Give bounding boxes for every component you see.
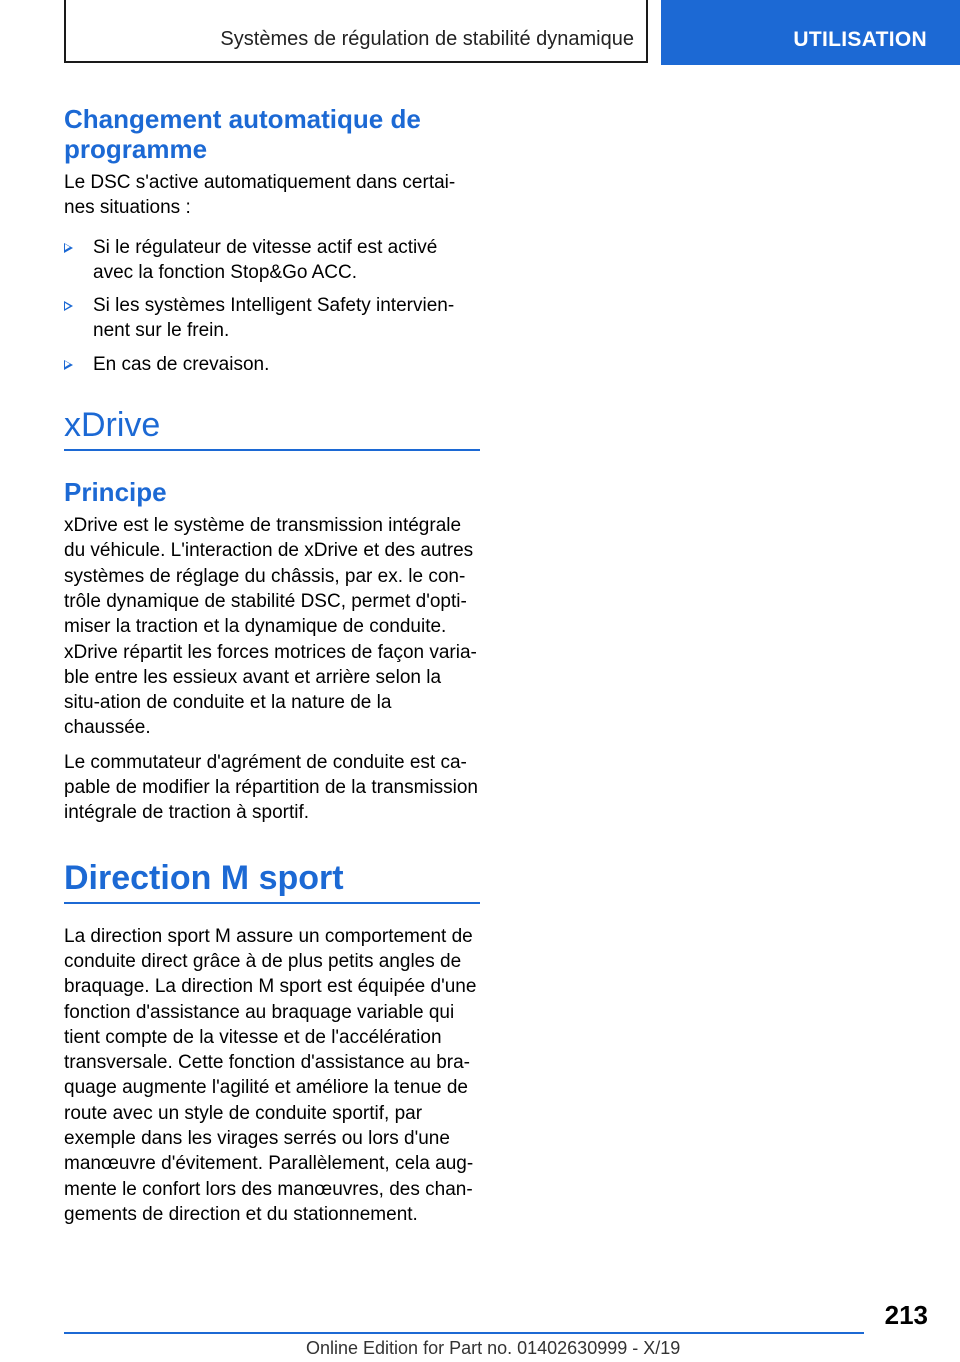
msport-paragraph: La direction sport M assure un comportement de conduite direct grâce à de plus petits angles de braquage. La direction M sport est équipée d'une fonction d'assistance au braquage variable qui tient compte de la vitesse et de l'accélération transversale. Cette fonction d'assistance au bra-quage augmente l'agilité et améliore la tenue de route avec un style de conduite sportif, par exemple dans les virages serrés ou lors d'une manœuvre d'évitement. Parallèlement, cela aug-mente le confort lors des manœuvres, des chan-gements de direction et du stationnement. bbox=[64, 925, 477, 1225]
list-item-text: Si les systèmes Intelligent Safety intervien-nent sur le frein. bbox=[93, 295, 455, 342]
list-item bbox=[64, 235, 480, 286]
content-column bbox=[64, 104, 480, 1236]
header-frame bbox=[64, 0, 648, 63]
triangle-bullet-icon bbox=[64, 360, 73, 370]
chapter-tab-label: UTILISATION bbox=[793, 28, 927, 51]
list-item-text: En cas de crevaison. bbox=[93, 353, 270, 375]
heading-direction-m-sport: Direction M sport bbox=[64, 858, 480, 904]
triangle-bullet-icon bbox=[64, 301, 73, 311]
chapter-tab[interactable] bbox=[661, 0, 960, 65]
list-item bbox=[64, 352, 480, 377]
xdrive-paragraph-1: xDrive est le système de transmission intégrale du véhicule. L'interaction de xDrive et des autres systèmes de réglage du châssis, par ex. le con-trôle dynamique de stabilité DSC, permet d'opti-miser la traction et la dynamique de conduite. xDrive répartit les forces motrices de façon varia-ble entre les essieux avant et arrière selon la situ-ation de conduite et la nature de la chaussée. bbox=[64, 515, 477, 739]
heading-auto-change: Changement automatique de programme bbox=[64, 104, 421, 164]
edition-info: Online Edition for Part no. 01402630999 - X/19 bbox=[306, 1338, 681, 1358]
heading-principe: Principe bbox=[64, 477, 167, 508]
section-title: Systèmes de régulation de stabilité dynamique bbox=[220, 28, 634, 50]
auto-change-list bbox=[64, 235, 480, 377]
list-item bbox=[64, 293, 480, 344]
heading-xdrive: xDrive bbox=[64, 405, 480, 451]
auto-change-intro: Le DSC s'active automatiquement dans certai-nes situations : bbox=[64, 172, 456, 219]
footer-divider bbox=[64, 1332, 864, 1334]
page-number: 213 bbox=[884, 1300, 928, 1330]
list-item-text: Si le régulateur de vitesse actif est activé avec la fonction Stop&Go ACC. bbox=[93, 236, 438, 283]
xdrive-paragraph-2: Le commutateur d'agrément de conduite est ca-pable de modifier la répartition de la transmission intégrale de traction à sportif. bbox=[64, 751, 478, 824]
triangle-bullet-icon bbox=[64, 243, 73, 253]
